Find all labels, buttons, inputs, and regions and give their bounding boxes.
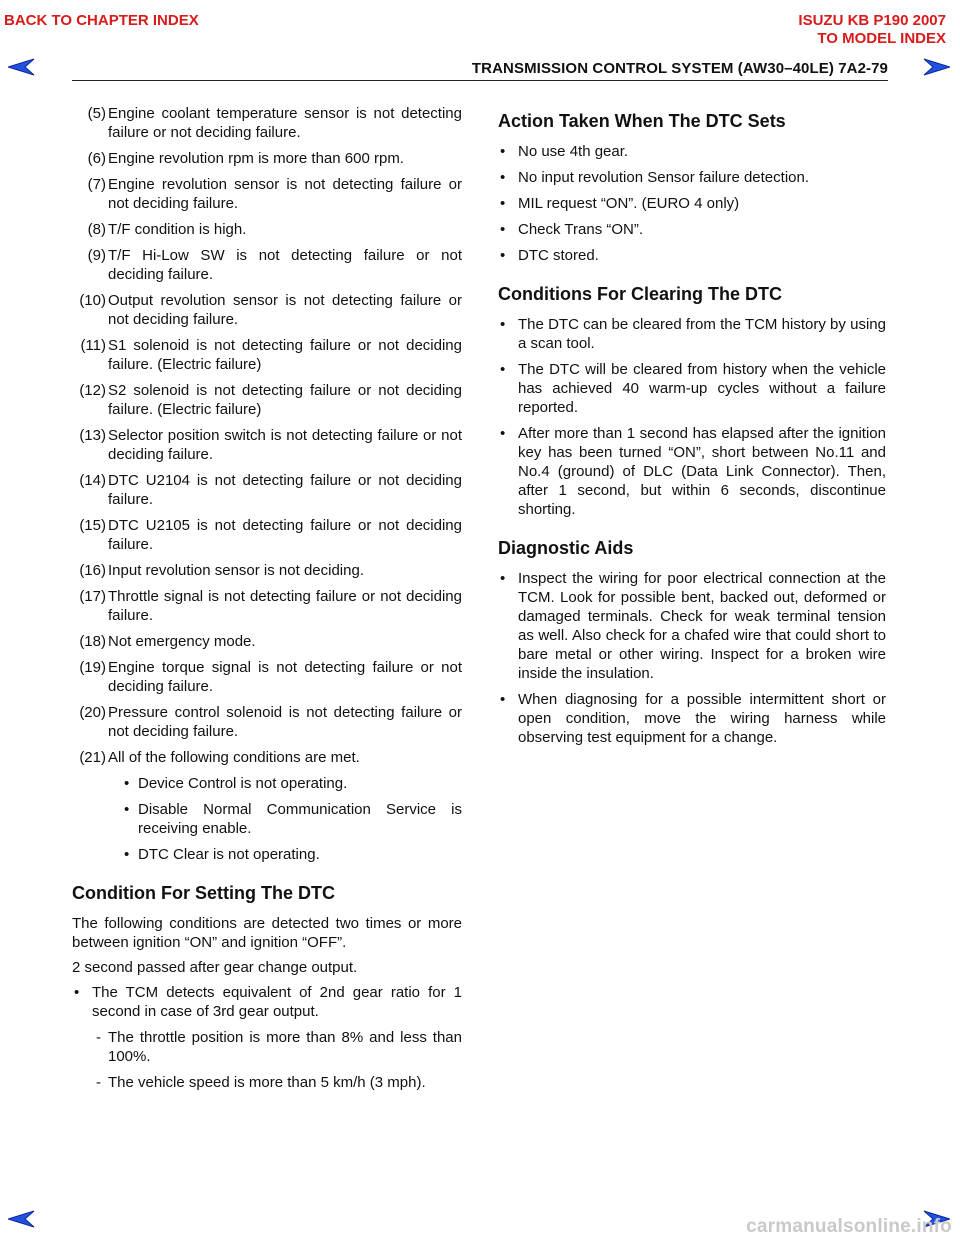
back-to-chapter-index-link[interactable]: BACK TO CHAPTER INDEX xyxy=(4,12,199,29)
condition-text: All of the following conditions are met. xyxy=(108,749,360,766)
condition-number: (17) xyxy=(79,588,106,605)
condition-sub-list xyxy=(72,774,462,864)
sub-condition-text: Device Control is not operating. xyxy=(138,775,348,792)
condition-item xyxy=(72,149,462,168)
condition-item xyxy=(72,471,462,509)
condition-item xyxy=(72,381,462,419)
condition-item xyxy=(72,291,462,329)
dash-marker: - xyxy=(96,1029,101,1046)
condition-text: Engine revolution rpm is more than 600 rpm. xyxy=(108,150,404,167)
condition-text: Pressure control solenoid is not detecting failure or not deciding failure. xyxy=(108,704,462,740)
bullet-marker: • xyxy=(500,169,506,186)
sub-condition-text: Disable Normal Communication Service is receiving enable. xyxy=(138,801,462,837)
condition-item xyxy=(72,336,462,374)
action-text: Check Trans “ON”. xyxy=(518,221,644,238)
setting-dtc-heading: Condition For Setting The DTC xyxy=(72,883,335,903)
bullet-marker: • xyxy=(500,143,506,160)
condition-text: Engine revolution sensor is not detecting failure or not deciding failure. xyxy=(108,176,462,212)
bullet-marker: • xyxy=(124,846,130,863)
action-item xyxy=(498,168,886,187)
bullet-marker: • xyxy=(500,425,506,442)
condition-item xyxy=(72,658,462,696)
condition-text: Engine coolant temperature sensor is not detecting failure or not deciding failure. xyxy=(108,105,462,141)
condition-item xyxy=(72,748,462,767)
condition-text: Output revolution sensor is not detecting failure or not deciding failure. xyxy=(108,292,462,328)
to-model-index-link[interactable]: TO MODEL INDEX xyxy=(817,30,946,47)
action-text: DTC stored. xyxy=(518,247,599,264)
model-title-link[interactable]: ISUZU KB P190 2007 xyxy=(798,12,946,29)
condition-number: (14) xyxy=(79,472,106,489)
condition-text: DTC U2105 is not detecting failure or not deciding failure. xyxy=(108,517,462,553)
action-text: No input revolution Sensor failure detection. xyxy=(518,169,810,186)
condition-text: Not emergency mode. xyxy=(108,633,256,650)
condition-item xyxy=(72,246,462,284)
aids-text: Inspect the wiring for poor electrical connection at the TCM. Look for possible bent, backed out, deformed or damaged terminals. Check for weak terminal tension as well. Also check for a chafed wire that could short to bare metal or other wiring. Inspect for a broken wire inside the insulation. xyxy=(518,570,886,682)
condition-item xyxy=(72,516,462,554)
sub-condition-item xyxy=(124,800,462,838)
setting-dash-item xyxy=(96,1028,462,1066)
setting-dash-text: The vehicle speed is more than 5 km/h (3 mph). xyxy=(108,1074,426,1091)
action-text: MIL request “ON”. (EURO 4 only) xyxy=(518,195,740,212)
bullet-marker: • xyxy=(500,247,506,264)
condition-number: (5) xyxy=(87,105,106,122)
clearing-text: After more than 1 second has elapsed after the ignition key has been turned “ON”, short between No.11 and No.4 (ground) of DLC (Data Link Connector). Then, after 1 second, but within 6 seconds, discontinue shorting. xyxy=(518,425,886,518)
condition-text: Engine torque signal is not detecting failure or not deciding failure. xyxy=(108,659,462,695)
left-column xyxy=(72,104,462,1099)
action-taken-heading: Action Taken When The DTC Sets xyxy=(498,111,786,131)
clearing-dtc-heading: Conditions For Clearing The DTC xyxy=(498,284,782,304)
bullet-marker: • xyxy=(74,984,80,1001)
previous-page-bottom-arrow-icon[interactable] xyxy=(8,1210,36,1228)
aids-item xyxy=(498,569,886,683)
condition-item xyxy=(72,632,462,651)
setting-bullet-text: The TCM detects equivalent of 2nd gear ratio for 1 second in case of 3rd gear output. xyxy=(92,984,462,1020)
condition-item xyxy=(72,587,462,625)
bullet-marker: • xyxy=(500,361,506,378)
condition-text: T/F Hi-Low SW is not detecting failure or not deciding failure. xyxy=(108,247,462,283)
bullet-marker: • xyxy=(500,316,506,333)
action-item xyxy=(498,246,886,265)
condition-number: (7) xyxy=(87,176,106,193)
condition-number: (19) xyxy=(79,659,106,676)
action-item xyxy=(498,142,886,161)
next-page-arrow-icon[interactable] xyxy=(922,58,950,76)
right-column xyxy=(498,104,886,754)
condition-number: (12) xyxy=(79,382,106,399)
condition-number: (9) xyxy=(87,247,106,264)
condition-item xyxy=(72,703,462,741)
condition-number: (10) xyxy=(79,292,106,309)
bullet-marker: • xyxy=(124,775,130,792)
condition-number: (20) xyxy=(79,704,106,721)
dash-marker: - xyxy=(96,1074,101,1091)
diagnostic-aids-list xyxy=(498,569,886,747)
bullet-marker: • xyxy=(500,221,506,238)
condition-item xyxy=(72,175,462,213)
sub-condition-text: DTC Clear is not operating. xyxy=(138,846,320,863)
header-divider xyxy=(72,80,888,81)
bullet-marker: • xyxy=(500,570,506,587)
diagnostic-aids-heading: Diagnostic Aids xyxy=(498,538,634,558)
previous-page-arrow-icon[interactable] xyxy=(8,58,36,76)
clearing-text: The DTC will be cleared from history when the vehicle has achieved 40 warm-up cycles without a failure reported. xyxy=(518,361,886,416)
page-header-title: TRANSMISSION CONTROL SYSTEM (AW30–40LE) 7A2-79 xyxy=(471,60,888,77)
condition-item xyxy=(72,220,462,239)
setting-dash-list xyxy=(72,1028,462,1092)
condition-text: S1 solenoid is not detecting failure or not deciding failure. (Electric failure) xyxy=(108,337,462,373)
bullet-marker: • xyxy=(500,691,506,708)
setting-dash-item xyxy=(96,1073,462,1092)
setting-dash-text: The throttle position is more than 8% and less than 100%. xyxy=(108,1029,462,1065)
clearing-dtc-list xyxy=(498,315,886,519)
sub-condition-item xyxy=(124,774,462,793)
condition-number: (6) xyxy=(87,150,106,167)
condition-number: (18) xyxy=(79,633,106,650)
condition-number: (8) xyxy=(87,221,106,238)
clearing-item xyxy=(498,360,886,417)
condition-number: (16) xyxy=(79,562,106,579)
watermark: carmanualsonline.info xyxy=(746,1216,952,1237)
condition-list xyxy=(72,104,462,767)
action-taken-list xyxy=(498,142,886,265)
clearing-text: The DTC can be cleared from the TCM history by using a scan tool. xyxy=(518,316,886,352)
condition-number: (15) xyxy=(79,517,106,534)
condition-text: Input revolution sensor is not deciding. xyxy=(108,562,364,579)
bullet-marker: • xyxy=(500,195,506,212)
clearing-item xyxy=(498,424,886,519)
sub-condition-item xyxy=(124,845,462,864)
condition-number: (21) xyxy=(79,749,106,766)
condition-number: (11) xyxy=(80,337,106,354)
condition-text: S2 solenoid is not detecting failure or not deciding failure. (Electric failure) xyxy=(108,382,462,418)
condition-text: Selector position switch is not detecting failure or not deciding failure. xyxy=(108,427,462,463)
clearing-item xyxy=(498,315,886,353)
condition-text: Throttle signal is not detecting failure or not deciding failure. xyxy=(108,588,462,624)
action-item xyxy=(498,194,886,213)
condition-item xyxy=(72,561,462,580)
aids-text: When diagnosing for a possible intermittent short or open condition, move the wiring harness while observing test equipment for a change. xyxy=(518,691,886,746)
condition-text: DTC U2104 is not detecting failure or not deciding failure. xyxy=(108,472,462,508)
setting-bullet xyxy=(72,983,462,1021)
condition-item xyxy=(72,104,462,142)
setting-paragraph-1: The following conditions are detected two times or more between ignition “ON” and ignition “OFF”. xyxy=(72,915,462,951)
action-text: No use 4th gear. xyxy=(518,143,629,160)
condition-item xyxy=(72,426,462,464)
setting-paragraph-2: 2 second passed after gear change output. xyxy=(72,959,358,976)
condition-number: (13) xyxy=(79,427,106,444)
action-item xyxy=(498,220,886,239)
aids-item xyxy=(498,690,886,747)
condition-text: T/F condition is high. xyxy=(108,221,247,238)
bullet-marker: • xyxy=(124,801,130,818)
